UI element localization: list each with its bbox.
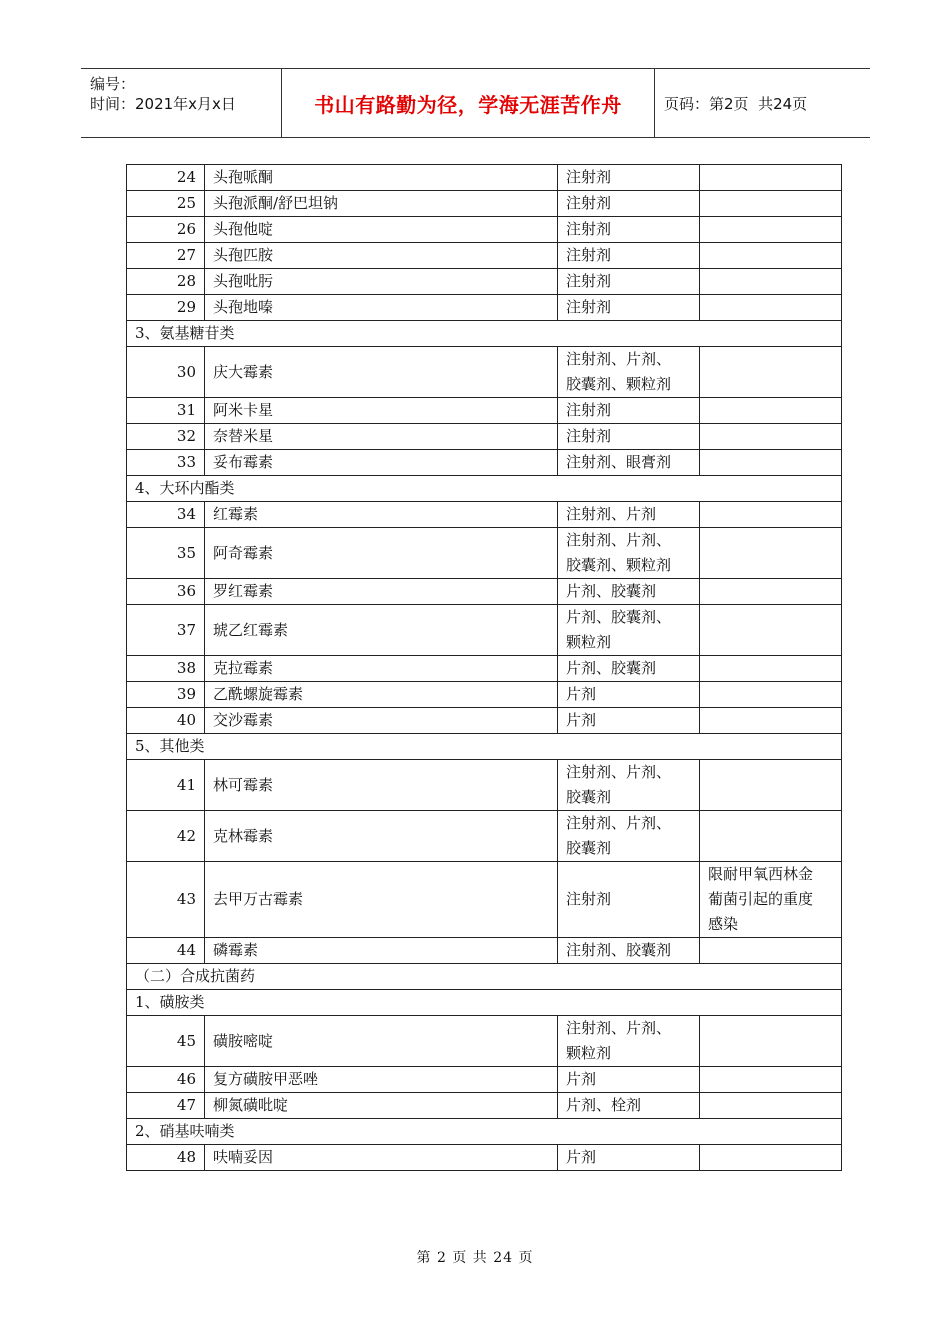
dosage-form-cell: 注射剂 (558, 191, 700, 217)
drug-name-cell: 奈替米星 (205, 424, 558, 450)
drug-name-cell: 妥布霉素 (205, 450, 558, 476)
note-cell (700, 450, 842, 476)
table-row (127, 605, 842, 656)
dosage-form-cell: 片剂、胶囊剂 (558, 579, 700, 605)
dosage-form-cell: 注射剂 (558, 295, 700, 321)
dosage-form-cell: 注射剂 (558, 165, 700, 191)
dosage-form-cell: 注射剂、片剂、 胶囊剂、颗粒剂 (558, 347, 700, 398)
header-motto-cell (282, 69, 655, 137)
note-cell (700, 579, 842, 605)
note-cell (700, 708, 842, 734)
drug-number-cell: 33 (127, 450, 205, 476)
table-row (127, 165, 842, 191)
table-row (127, 938, 842, 964)
drug-number-cell: 42 (127, 811, 205, 862)
drug-number-cell: 36 (127, 579, 205, 605)
drug-number-cell: 47 (127, 1093, 205, 1119)
drug-number-cell: 37 (127, 605, 205, 656)
document-number-label: 编号： (90, 75, 136, 93)
dosage-form-cell: 注射剂 (558, 398, 700, 424)
document-time-label: 时间：2021年x月x日 (90, 95, 236, 113)
table-row (127, 1145, 842, 1171)
note-cell (700, 1145, 842, 1171)
drug-number-cell: 39 (127, 682, 205, 708)
table-row (127, 656, 842, 682)
table-row (127, 450, 842, 476)
note-cell: 限耐甲氧西林金 葡菌引起的重度 感染 (700, 862, 842, 938)
table-row (127, 862, 842, 938)
section-heading: （二）合成抗菌药 (127, 964, 842, 990)
table-row (127, 1016, 842, 1067)
drug-number-cell: 30 (127, 347, 205, 398)
note-cell (700, 269, 842, 295)
note-cell (700, 347, 842, 398)
dosage-form-cell: 片剂 (558, 1067, 700, 1093)
section-row (127, 476, 842, 502)
table-row (127, 528, 842, 579)
drug-number-cell: 41 (127, 760, 205, 811)
section-heading: 1、磺胺类 (127, 990, 842, 1016)
dosage-form-cell: 注射剂 (558, 424, 700, 450)
note-cell (700, 1067, 842, 1093)
note-cell (700, 938, 842, 964)
dosage-form-cell: 片剂 (558, 1145, 700, 1171)
table-row (127, 502, 842, 528)
dosage-form-cell: 片剂、胶囊剂、 颗粒剂 (558, 605, 700, 656)
drug-name-cell: 头孢地嗪 (205, 295, 558, 321)
drug-number-cell: 48 (127, 1145, 205, 1171)
drug-number-cell: 27 (127, 243, 205, 269)
header-page-info: 页码：第2页 共24页 (664, 94, 808, 113)
drug-number-cell: 32 (127, 424, 205, 450)
note-cell (700, 682, 842, 708)
note-cell (700, 243, 842, 269)
drug-name-cell: 红霉素 (205, 502, 558, 528)
drug-name-cell: 头孢他啶 (205, 217, 558, 243)
drug-number-cell: 46 (127, 1067, 205, 1093)
drug-number-cell: 31 (127, 398, 205, 424)
dosage-form-cell: 注射剂、片剂、 胶囊剂、颗粒剂 (558, 528, 700, 579)
drug-table (126, 164, 842, 1171)
table-row (127, 347, 842, 398)
drug-name-cell: 交沙霉素 (205, 708, 558, 734)
table-row (127, 811, 842, 862)
table-row (127, 579, 842, 605)
section-heading: 3、氨基糖苷类 (127, 321, 842, 347)
table-row (127, 1067, 842, 1093)
dosage-form-cell: 注射剂 (558, 269, 700, 295)
section-row (127, 1119, 842, 1145)
drug-name-cell: 头孢匹胺 (205, 243, 558, 269)
table-row (127, 1093, 842, 1119)
note-cell (700, 398, 842, 424)
note-cell (700, 1093, 842, 1119)
table-row (127, 682, 842, 708)
section-heading: 5、其他类 (127, 734, 842, 760)
section-row (127, 990, 842, 1016)
drug-name-cell: 阿奇霉素 (205, 528, 558, 579)
dosage-form-cell: 片剂 (558, 682, 700, 708)
drug-name-cell: 阿米卡星 (205, 398, 558, 424)
dosage-form-cell: 片剂、胶囊剂 (558, 656, 700, 682)
note-cell (700, 528, 842, 579)
drug-name-cell: 柳氮磺吡啶 (205, 1093, 558, 1119)
dosage-form-cell: 注射剂 (558, 243, 700, 269)
section-row (127, 321, 842, 347)
table-row (127, 708, 842, 734)
drug-name-cell: 罗红霉素 (205, 579, 558, 605)
drug-name-cell: 乙酰螺旋霉素 (205, 682, 558, 708)
drug-name-cell: 头孢派酮/舒巴坦钠 (205, 191, 558, 217)
dosage-form-cell: 注射剂、片剂、 颗粒剂 (558, 1016, 700, 1067)
note-cell (700, 760, 842, 811)
drug-number-cell: 34 (127, 502, 205, 528)
section-heading: 2、硝基呋喃类 (127, 1119, 842, 1145)
section-row (127, 964, 842, 990)
drug-number-cell: 24 (127, 165, 205, 191)
drug-name-cell: 磷霉素 (205, 938, 558, 964)
footer-page-number: 第 2 页 共 24 页 (416, 1250, 534, 1266)
dosage-form-cell: 注射剂、胶囊剂 (558, 938, 700, 964)
note-cell (700, 295, 842, 321)
drug-name-cell: 磺胺嘧啶 (205, 1016, 558, 1067)
drug-number-cell: 26 (127, 217, 205, 243)
drug-name-cell: 琥乙红霉素 (205, 605, 558, 656)
drug-table-body (127, 165, 842, 1171)
table-row (127, 217, 842, 243)
note-cell (700, 191, 842, 217)
table-row (127, 760, 842, 811)
note-cell (700, 502, 842, 528)
drug-number-cell: 40 (127, 708, 205, 734)
note-cell (700, 217, 842, 243)
header-meta (81, 69, 282, 137)
dosage-form-cell: 注射剂、片剂 (558, 502, 700, 528)
note-cell (700, 605, 842, 656)
table-row (127, 398, 842, 424)
drug-number-cell: 28 (127, 269, 205, 295)
table-row (127, 243, 842, 269)
dosage-form-cell: 注射剂、片剂、 胶囊剂 (558, 760, 700, 811)
table-row (127, 424, 842, 450)
note-cell (700, 165, 842, 191)
drug-name-cell: 去甲万古霉素 (205, 862, 558, 938)
section-row (127, 734, 842, 760)
drug-number-cell: 38 (127, 656, 205, 682)
drug-number-cell: 29 (127, 295, 205, 321)
header-motto: 书山有路勤为径，学海无涯苦作舟 (314, 92, 622, 117)
dosage-form-cell: 注射剂 (558, 862, 700, 938)
note-cell (700, 811, 842, 862)
drug-name-cell: 庆大霉素 (205, 347, 558, 398)
dosage-form-cell: 片剂 (558, 708, 700, 734)
drug-name-cell: 呋喃妥因 (205, 1145, 558, 1171)
drug-name-cell: 克拉霉素 (205, 656, 558, 682)
table-row (127, 191, 842, 217)
dosage-form-cell: 片剂、栓剂 (558, 1093, 700, 1119)
drug-number-cell: 44 (127, 938, 205, 964)
page-header (81, 68, 870, 138)
table-row (127, 269, 842, 295)
note-cell (700, 656, 842, 682)
dosage-form-cell: 注射剂 (558, 217, 700, 243)
dosage-form-cell: 注射剂、片剂、 胶囊剂 (558, 811, 700, 862)
page-footer (0, 1247, 950, 1267)
drug-name-cell: 头孢哌酮 (205, 165, 558, 191)
drug-name-cell: 头孢吡肟 (205, 269, 558, 295)
note-cell (700, 424, 842, 450)
drug-name-cell: 林可霉素 (205, 760, 558, 811)
header-page-info-cell (655, 69, 870, 137)
drug-number-cell: 45 (127, 1016, 205, 1067)
drug-number-cell: 35 (127, 528, 205, 579)
drug-name-cell: 复方磺胺甲恶唑 (205, 1067, 558, 1093)
note-cell (700, 1016, 842, 1067)
section-heading: 4、大环内酯类 (127, 476, 842, 502)
drug-number-cell: 25 (127, 191, 205, 217)
dosage-form-cell: 注射剂、眼膏剂 (558, 450, 700, 476)
table-row (127, 295, 842, 321)
drug-name-cell: 克林霉素 (205, 811, 558, 862)
drug-number-cell: 43 (127, 862, 205, 938)
